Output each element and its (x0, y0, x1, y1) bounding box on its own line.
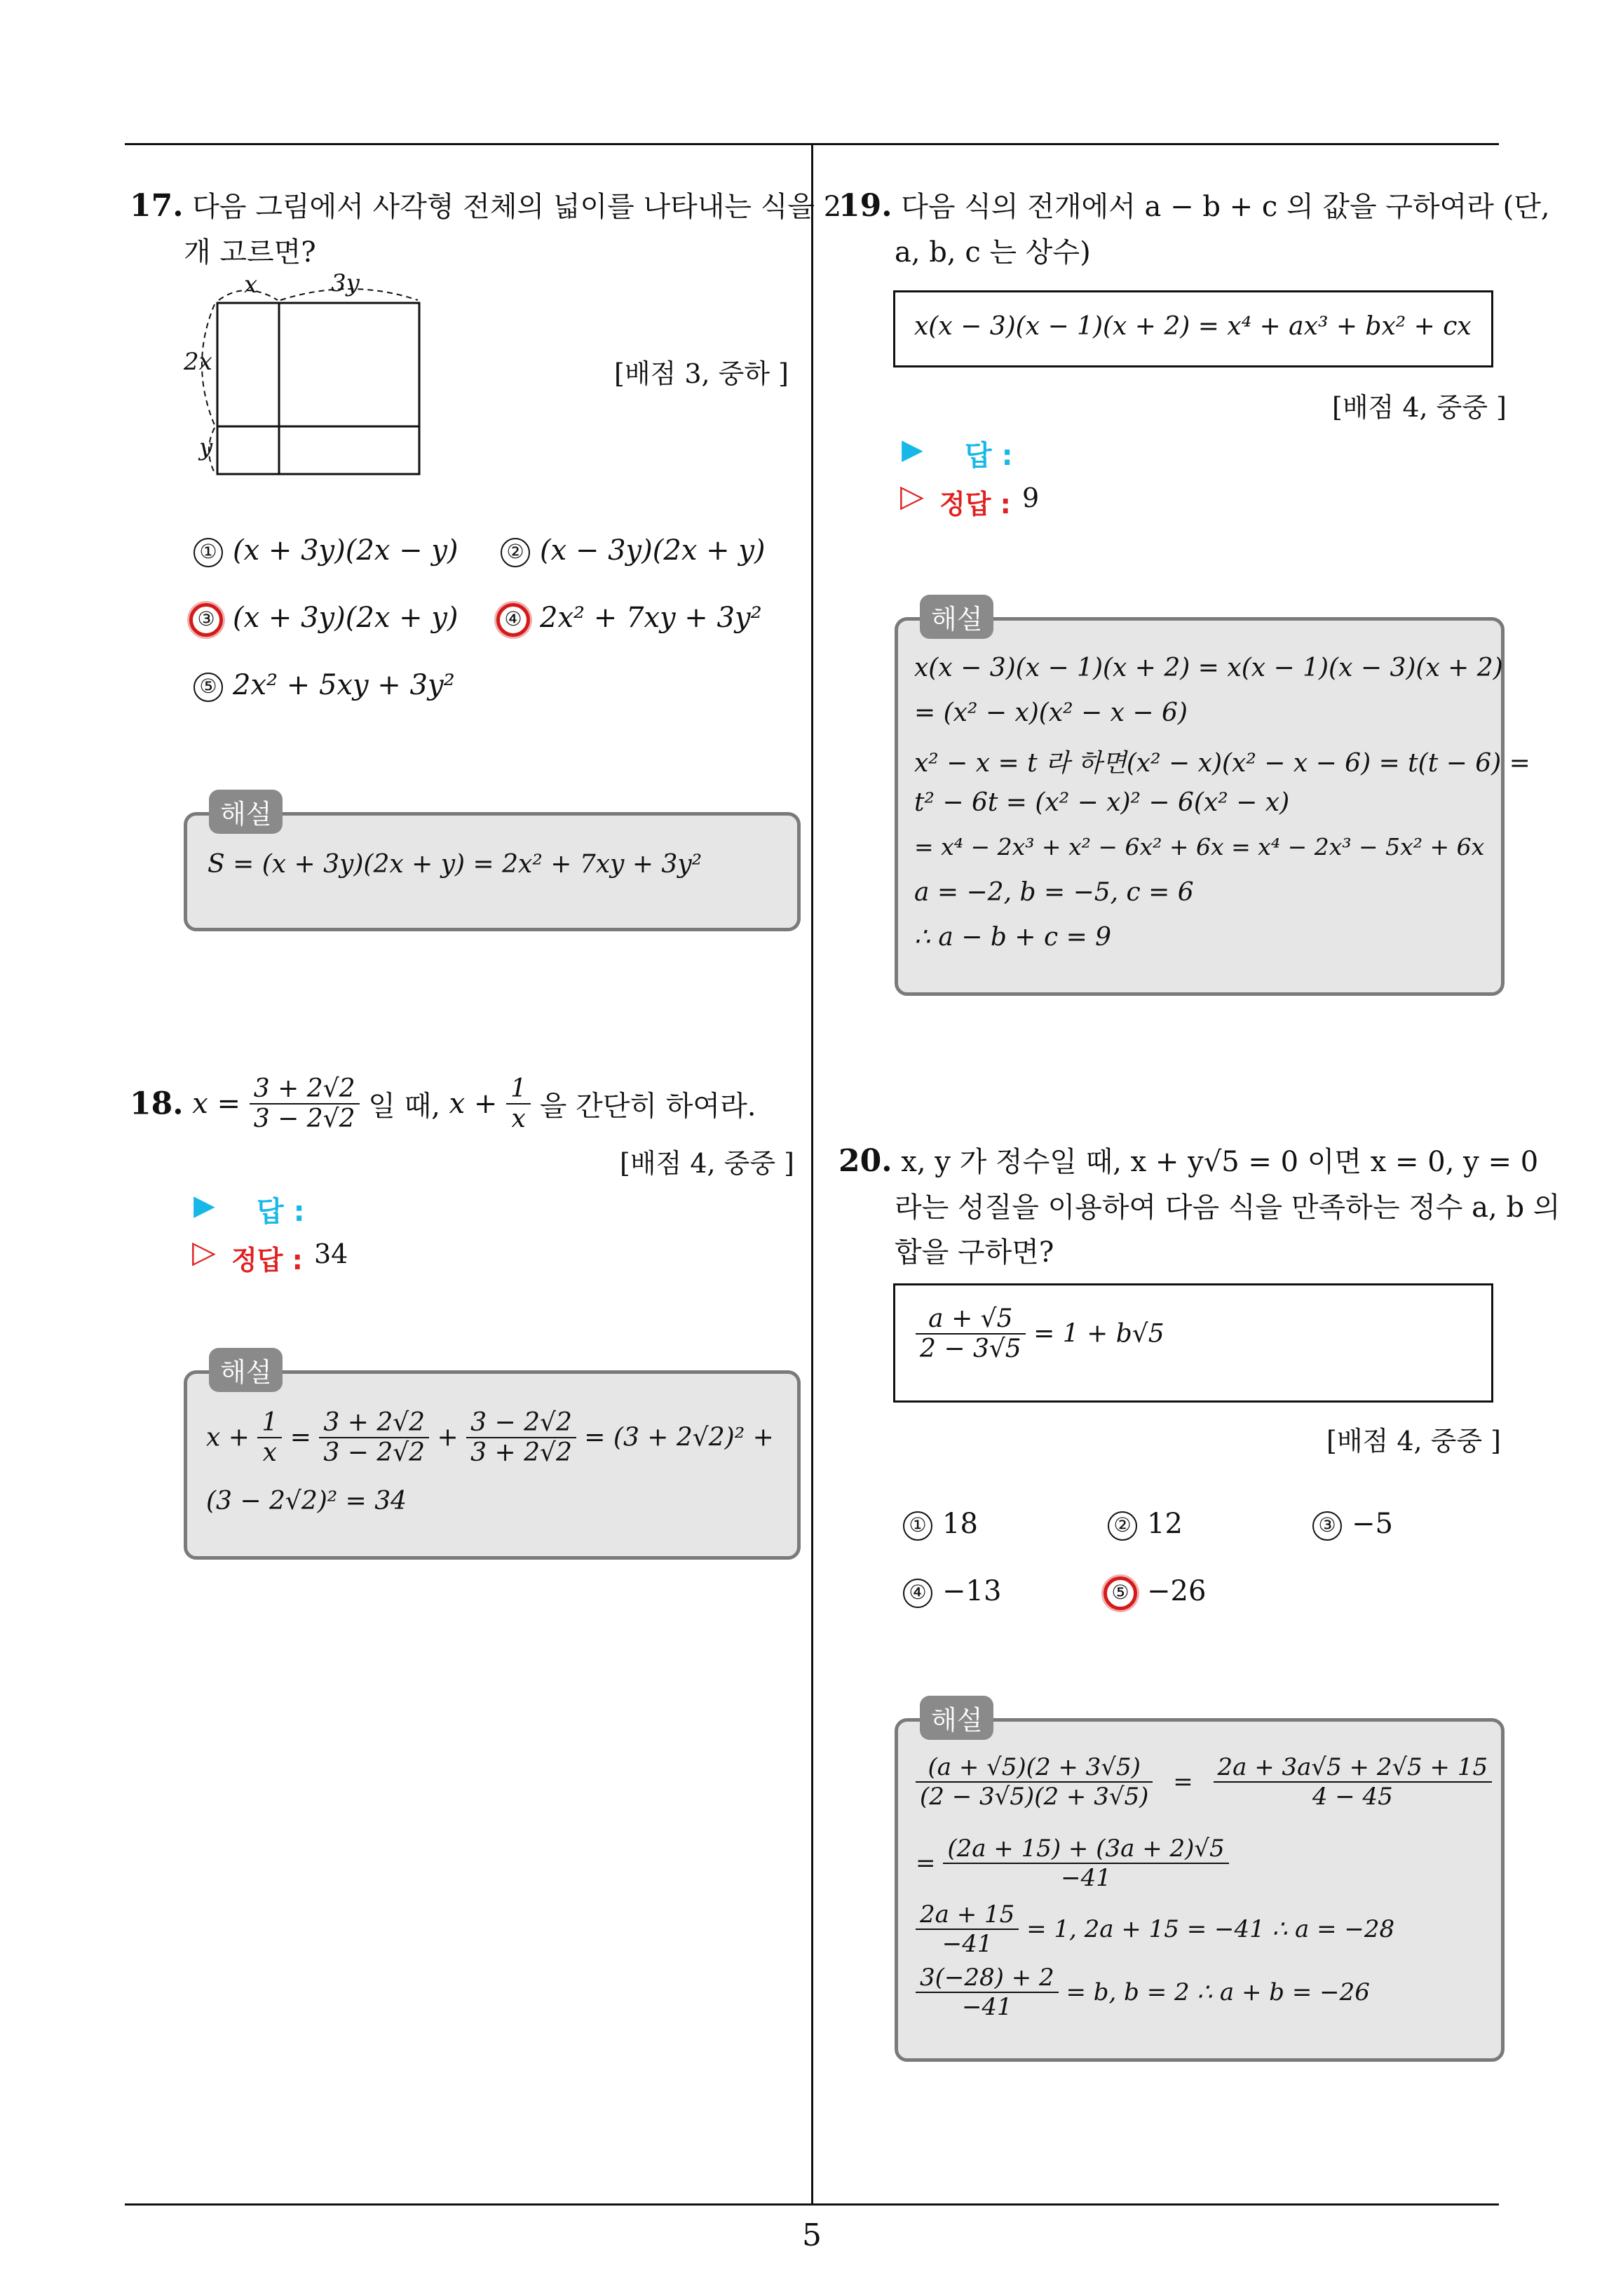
q20-step2-fraction (943, 1835, 1228, 1892)
q17-choice-4-text: 2x² + 7xy + 3y² (540, 602, 762, 634)
q18-sol-fraction-2-den: 3 + 2√2 (470, 1438, 572, 1467)
q20-choice-5[interactable] (1103, 1575, 1206, 1610)
q18-reciprocal-numerator: 1 (506, 1074, 531, 1105)
q19-correct-label: 정답 : (939, 489, 1011, 520)
q20-step4-num: 3(−28) + 2 (916, 1964, 1059, 1993)
q20-text-line3: 합을 구하면? (895, 1236, 1054, 1269)
q19-solution-line5: = x⁴ − 2x³ + x² − 6x² + 6x = x⁴ − 2x³ − 5x² + 6x (914, 833, 1485, 860)
q19-solution-line6: a = −2, b = −5, c = 6 (914, 878, 1194, 907)
q20-step2-num: (2a + 15) + (3a + 2)√5 (943, 1835, 1228, 1864)
q17-choice-2[interactable] (501, 534, 766, 567)
q20-choice-1[interactable] (903, 1508, 978, 1541)
q17-choice-5-text: 2x² + 5xy + 3y² (233, 669, 455, 701)
q20-step1-right-num: 2a + 3a√5 + 2√5 + 15 (1214, 1753, 1493, 1783)
q20-step1-left-den: (2 − 3√5)(2 + 3√5) (920, 1783, 1149, 1811)
column-divider (811, 143, 813, 2205)
q17-choice-2-text: (x − 3y)(2x + y) (540, 534, 766, 567)
q18-answer-arrow-icon: ▶ (193, 1189, 215, 1222)
bottom-rule (125, 2203, 1499, 2206)
q17-rectangle-figure (175, 266, 435, 484)
q20-text-line2: 라는 성질을 이용하여 다음 식을 만족하는 정수 a, b 의 (895, 1191, 1561, 1224)
q18-sol-equals: = (290, 1423, 311, 1452)
q17-solution-text: S = (x + 3y)(2x + y) = 2x² + 7xy + 3y² (208, 850, 702, 879)
q18-correct-value: 34 (314, 1238, 348, 1269)
q20-step3-fraction (916, 1900, 1019, 1958)
q17-fig-label-2x: 2x (184, 348, 212, 376)
q20-step4-den: −41 (961, 1993, 1012, 2021)
q19-text-line1 (838, 188, 1550, 225)
q17-choice-2-marker: ② (501, 538, 530, 567)
q19-solution-line2: = (x² − x)(x² − x − 6) (914, 698, 1188, 727)
q18-number: 18. (130, 1086, 184, 1122)
q17-fig-label-3y: 3y (331, 269, 360, 297)
q19-solution-tag: 해설 (920, 595, 993, 639)
q18-sol-fraction-2-num: 3 − 2√2 (466, 1408, 576, 1438)
q20-step1-right-den: 4 − 45 (1312, 1783, 1393, 1811)
q19-solution-line7: ∴ a − b + c = 9 (914, 923, 1112, 952)
q18-sol-reciprocal (257, 1408, 282, 1467)
q17-text-line2: 개 고르면? (184, 236, 316, 269)
q20-text-line1 (838, 1143, 1538, 1180)
q20-number: 20. (838, 1143, 892, 1179)
page-number: 5 (802, 2217, 822, 2253)
q20-step3-rest: = 1, 2a + 15 = −41 ∴ a = −28 (1026, 1915, 1395, 1943)
q18-fraction-denominator: 3 − 2√2 (253, 1105, 355, 1133)
q19-answer-arrow-icon: ▶ (902, 433, 923, 466)
q18-solution-line2: (3 − 2√2)² = 34 (206, 1487, 407, 1515)
q20-choice-3-text: −5 (1352, 1508, 1393, 1540)
q18-reciprocal-fraction (506, 1074, 531, 1133)
q20-step3-num: 2a + 15 (916, 1900, 1019, 1930)
q17-score: [배점 3, 중하 ] (614, 358, 789, 389)
q20-choice-2[interactable] (1108, 1508, 1183, 1541)
q20-choice-1-text: 18 (942, 1508, 978, 1540)
q18-sol-fraction-1 (319, 1408, 429, 1467)
q20-equation-rhs: = 1 + b√5 (1033, 1319, 1164, 1349)
q18-reciprocal-denominator: x (511, 1105, 526, 1133)
q17-text-line1 (130, 188, 841, 225)
q17-choice-1-text: (x + 3y)(2x − y) (233, 534, 459, 567)
q19-answer-label: 답 : (965, 440, 1013, 472)
q17-choice-1[interactable] (193, 534, 459, 567)
q19-solution-line4: t² − 6t = (x² − x)² − 6(x² − x) (914, 788, 1290, 817)
q17-number: 17. (130, 188, 184, 224)
q18-sol-x-plus: x + (206, 1423, 250, 1452)
q17-choice-1-marker: ① (193, 538, 223, 567)
q20-step2-equals: = (916, 1849, 936, 1877)
q18-mid-text: 일 때, (368, 1090, 440, 1123)
q17-solution-tag: 해설 (209, 790, 283, 834)
q17-line1: 다음 그림에서 사각형 전체의 넓이를 나타내는 식을 2 (192, 191, 842, 223)
q18-question-line (130, 1074, 756, 1133)
q20-step1-right-fraction (1214, 1753, 1493, 1811)
q20-solution-step4 (916, 1964, 1370, 2021)
q20-solution-step3 (916, 1900, 1394, 1958)
q17-choice-4-marker-circled: ④ (496, 603, 530, 637)
q18-fraction-numerator: 3 + 2√2 (250, 1074, 360, 1105)
q20-step4-rest: = b, b = 2 ∴ a + b = −26 (1066, 1978, 1370, 2006)
q18-answer-label: 답 : (257, 1196, 305, 1228)
q18-sol-fraction-1-den: 3 − 2√2 (323, 1438, 426, 1467)
q18-main-fraction (250, 1074, 360, 1133)
q19-text-line2: a, b, c 는 상수) (895, 236, 1091, 269)
q19-correct-arrow-icon: ▷ (900, 478, 924, 514)
q20-choice-3-marker: ③ (1312, 1511, 1342, 1541)
q20-solution-tag: 해설 (920, 1696, 993, 1740)
q18-sol-rest: = (3 + 2√2)² + (584, 1423, 774, 1452)
q17-choice-5[interactable] (193, 669, 455, 702)
q20-solution-step1 (916, 1753, 1492, 1811)
q18-sol-fraction-1-num: 3 + 2√2 (319, 1408, 429, 1438)
q20-choice-1-marker: ① (903, 1511, 932, 1541)
q20-score: [배점 4, 중중 ] (1326, 1426, 1501, 1457)
q18-correct-label: 정답 : (231, 1245, 303, 1276)
q17-choice-4[interactable] (496, 602, 762, 637)
q20-step1-left-fraction (916, 1753, 1153, 1811)
q20-step1-left-num: (a + √5)(2 + 3√5) (916, 1753, 1153, 1783)
q19-solution-line3: x² − x = t 라 하면(x² − x)(x² − x − 6) = t(t − 6) = (914, 749, 1530, 778)
q20-choice-4-text: −13 (942, 1575, 1002, 1607)
q18-sol-plus: + (437, 1423, 459, 1452)
q19-number: 19. (838, 188, 892, 224)
q18-sol-reciprocal-num: 1 (257, 1408, 282, 1438)
q20-step4-fraction (916, 1964, 1059, 2021)
q20-equation (916, 1304, 1164, 1363)
q20-choice-4-marker: ④ (903, 1579, 932, 1608)
q19-line1: 다음 식의 전개에서 a − b + c 의 값을 구하여라 (단, (901, 191, 1550, 223)
q19-score: [배점 4, 중중 ] (1332, 392, 1507, 423)
q20-solution-step2 (916, 1835, 1229, 1892)
q20-equation-denominator: 2 − 3√5 (920, 1335, 1021, 1363)
q17-fig-label-y: y (199, 433, 213, 461)
q20-step3-den: −41 (942, 1930, 993, 1958)
q18-sol-fraction-2 (466, 1408, 576, 1467)
q18-solution-line1 (206, 1408, 774, 1467)
q18-correct-arrow-icon: ▷ (192, 1234, 216, 1270)
q20-step1-equals: = (1173, 1768, 1193, 1796)
q20-equation-numerator: a + √5 (916, 1304, 1026, 1335)
q17-fig-label-x: x (244, 271, 258, 299)
q20-choice-2-text: 12 (1147, 1508, 1183, 1540)
q18-x-eq: x = (192, 1088, 241, 1120)
q17-choice-5-marker: ⑤ (193, 673, 223, 702)
q20-choice-4[interactable] (903, 1575, 1001, 1608)
q17-choice-3-marker-circled: ③ (189, 603, 223, 637)
q20-choice-2-marker: ② (1108, 1511, 1137, 1541)
q20-line1: x, y 가 정수일 때, x + y√5 = 0 이면 x = 0, y = 0 (901, 1146, 1539, 1178)
q18-score: [배점 4, 중중 ] (620, 1148, 794, 1179)
q20-choice-5-marker-circled: ⑤ (1103, 1576, 1137, 1610)
q19-equation: x(x − 3)(x − 1)(x + 2) = x⁴ + ax³ + bx² + cx (914, 312, 1472, 341)
q19-solution-line1: x(x − 3)(x − 1)(x + 2) = x(x − 1)(x − 3)(x + 2) (914, 654, 1503, 682)
q20-choice-5-text: −26 (1147, 1575, 1207, 1607)
q18-expr: x + (449, 1088, 498, 1120)
q19-correct-value: 9 (1022, 482, 1040, 513)
q18-tail-text: 을 간단히 하여라. (539, 1090, 756, 1123)
q18-sol-reciprocal-den: x (262, 1438, 277, 1467)
q17-choice-3-text: (x + 3y)(2x + y) (233, 602, 459, 634)
q17-choice-3[interactable] (189, 602, 459, 637)
q20-step2-den: −41 (1061, 1864, 1111, 1892)
q18-solution-tag: 해설 (209, 1348, 283, 1392)
q20-equation-fraction (916, 1304, 1026, 1363)
q20-choice-3[interactable] (1312, 1508, 1393, 1541)
